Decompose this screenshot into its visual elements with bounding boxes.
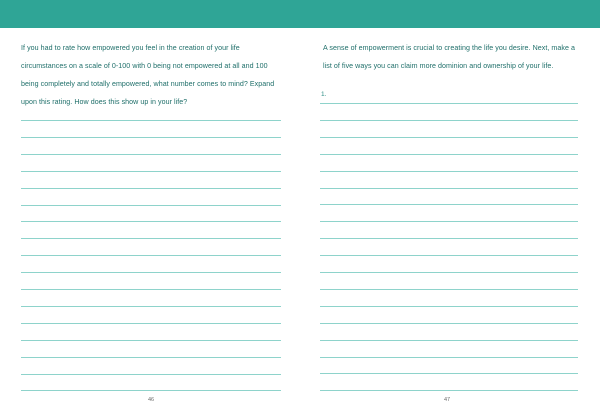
writing-line[interactable] xyxy=(320,120,578,121)
writing-line[interactable] xyxy=(21,357,281,358)
writing-line[interactable] xyxy=(21,289,281,290)
writing-line[interactable] xyxy=(320,255,578,256)
writing-line[interactable] xyxy=(320,323,578,324)
writing-line[interactable] xyxy=(320,289,578,290)
left-page-prompt: If you had to rate how empowered you feel in the creation of your life circumstances on a scale of 0-100 with 0 being not empowered at all and 100 being completely and totally empowered, what number comes to mind? Expand upon this rating. How does this show up in your life? xyxy=(21,44,275,106)
writing-line[interactable] xyxy=(320,103,578,104)
writing-line[interactable] xyxy=(320,221,578,222)
writing-line[interactable] xyxy=(21,255,281,256)
writing-line[interactable] xyxy=(21,323,281,324)
writing-line[interactable] xyxy=(320,357,578,358)
writing-line[interactable] xyxy=(320,340,578,341)
writing-line[interactable] xyxy=(320,137,578,138)
writing-line[interactable] xyxy=(21,374,281,375)
writing-line[interactable] xyxy=(320,390,578,391)
writing-line[interactable] xyxy=(21,205,281,206)
writing-line[interactable] xyxy=(21,340,281,341)
writing-line[interactable] xyxy=(21,390,281,391)
writing-line[interactable] xyxy=(21,221,281,222)
writing-line[interactable] xyxy=(320,171,578,172)
writing-line[interactable] xyxy=(21,272,281,273)
right-page-number: 47 xyxy=(443,397,451,403)
list-number-1: 1. xyxy=(321,91,327,98)
writing-line[interactable] xyxy=(21,120,281,121)
writing-line[interactable] xyxy=(320,154,578,155)
writing-line[interactable] xyxy=(320,238,578,239)
top-color-band xyxy=(0,0,600,28)
writing-line[interactable] xyxy=(21,171,281,172)
writing-line[interactable] xyxy=(320,306,578,307)
writing-line[interactable] xyxy=(320,373,578,374)
writing-line[interactable] xyxy=(320,188,578,189)
right-page xyxy=(300,28,600,420)
writing-line[interactable] xyxy=(21,306,281,307)
writing-line[interactable] xyxy=(320,272,578,273)
writing-line[interactable] xyxy=(320,204,578,205)
left-page-number: 46 xyxy=(147,397,155,403)
right-page-prompt: A sense of empowerment is crucial to creating the life you desire. Next, make a list of five ways you can claim more dominion and ownership of your life. xyxy=(323,44,575,70)
writing-line[interactable] xyxy=(21,137,281,138)
left-page xyxy=(0,28,300,420)
writing-line[interactable] xyxy=(21,154,281,155)
writing-line[interactable] xyxy=(21,188,281,189)
writing-line[interactable] xyxy=(21,238,281,239)
